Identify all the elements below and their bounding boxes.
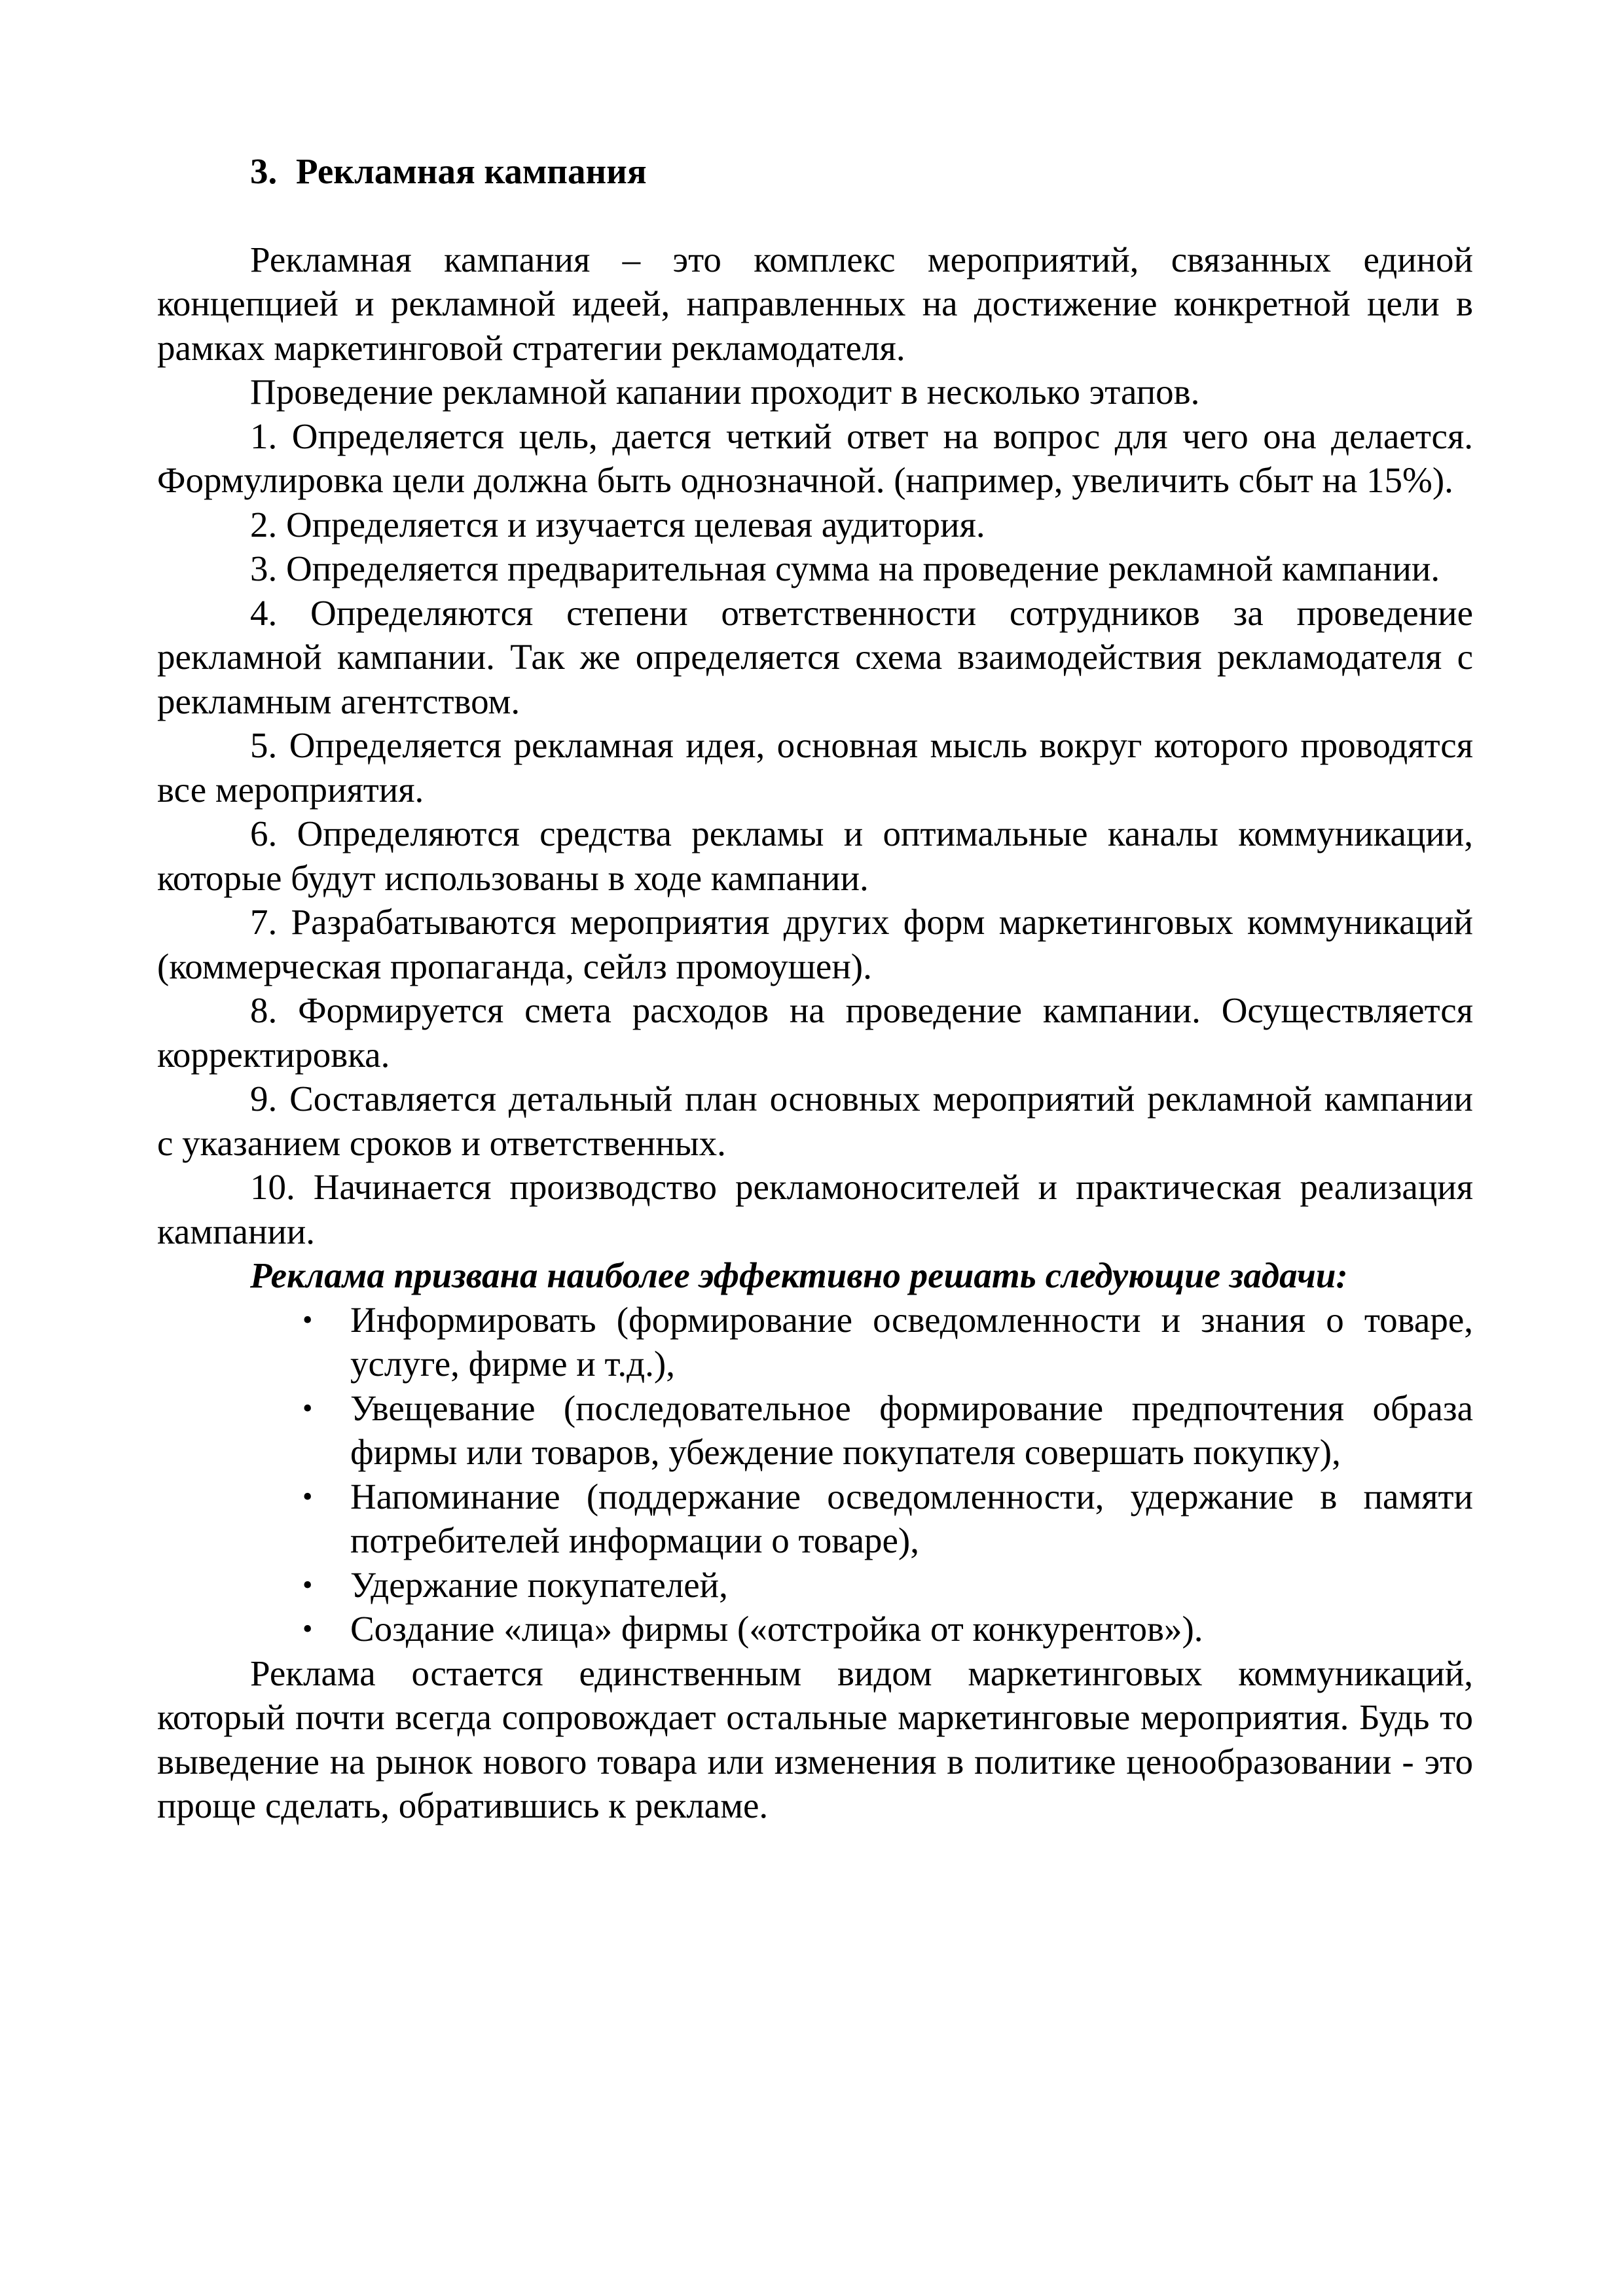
task-text: Создание «лица» фирмы («отстройка от конкурентов»). — [350, 1609, 1203, 1649]
step-1: 1. Определяется цель, дается четкий ответ на вопрос для чего она делается. Формулировка цели должна быть однозначной. (например, увеличить сбыт на 15%). — [157, 416, 1473, 500]
bullet-icon: • — [302, 1568, 313, 1601]
closing-paragraph: Реклама остается единственным видом маркетинговых коммуникаций, который почти всегда сопровождает остальные маркетинговые мероприятия. Будь то выведение на рынок нового товара или изменения в политике ценообразовании - это проще сделать, обратившись к рекламе. — [157, 1653, 1473, 1825]
step-5: 5. Определяется рекламная идея, основная мысль вокруг которого проводятся все мероприятия. — [157, 725, 1473, 810]
bullet-icon: • — [302, 1613, 313, 1645]
step-4: 4. Определяются степени ответственности сотрудников за проведение рекламной кампании. Так же определяется схема взаимодействия рекламодателя с рекламным агентством. — [157, 592, 1473, 721]
bullet-icon: • — [302, 1391, 313, 1424]
tasks-list — [157, 1298, 1473, 1651]
bullet-icon: • — [302, 1480, 313, 1513]
section-number: 3. — [250, 151, 278, 191]
step-3: 3. Определяется предварительная сумма на проведение рекламной кампании. — [250, 548, 1440, 588]
task-text: Напоминание (поддержание осведомленности, удержание в памяти потребителей информации о товаре), — [350, 1476, 1473, 1560]
step-2: 2. Определяется и изучается целевая аудитория. — [250, 504, 985, 545]
list-item — [157, 1298, 1473, 1386]
step-6: 6. Определяются средства рекламы и оптимальные каналы коммуникации, которые будут использованы в ходе кампании. — [157, 814, 1473, 898]
section-title: Рекламная кампания — [296, 151, 647, 191]
list-item — [157, 1607, 1473, 1651]
task-text: Увещевание (последовательное формирование предпочтения образа фирмы или товаров, убеждение покупателя совершать покупку), — [350, 1388, 1473, 1472]
section-heading — [157, 149, 1473, 194]
step-9: 9. Составляется детальный план основных мероприятий рекламной кампании с указанием сроков и ответственных. — [157, 1079, 1473, 1163]
stages-intro-paragraph: Проведение рекламной капании проходит в несколько этапов. — [250, 372, 1200, 412]
intro-paragraph: Рекламная кампания – это комплекс мероприятий, связанных единой концепцией и рекламной идеей, направленных на достижение конкретной цели в рамках маркетинговой стратегии рекламодателя. — [157, 239, 1473, 368]
task-text: Информировать (формирование осведомленности и знания о товаре, услуге, фирме и т.д.), — [350, 1299, 1473, 1384]
step-10: 10. Начинается производство рекламоносителей и практическая реализация кампании. — [157, 1167, 1473, 1251]
bullet-icon: • — [302, 1303, 313, 1336]
task-text: Удержание покупателей, — [350, 1564, 728, 1605]
step-8: 8. Формируется смета расходов на проведение кампании. Осуществляется корректировка. — [157, 990, 1473, 1075]
list-item — [157, 1563, 1473, 1607]
document-body — [157, 149, 1473, 1828]
list-item — [157, 1475, 1473, 1563]
tasks-lead: Реклама призвана наиболее эффективно решать следующие задачи: — [250, 1255, 1348, 1295]
step-7: 7. Разрабатываются мероприятия других форм маркетинговых коммуникаций (коммерческая пропаганда, сейлз промоушен). — [157, 902, 1473, 986]
list-item — [157, 1386, 1473, 1475]
